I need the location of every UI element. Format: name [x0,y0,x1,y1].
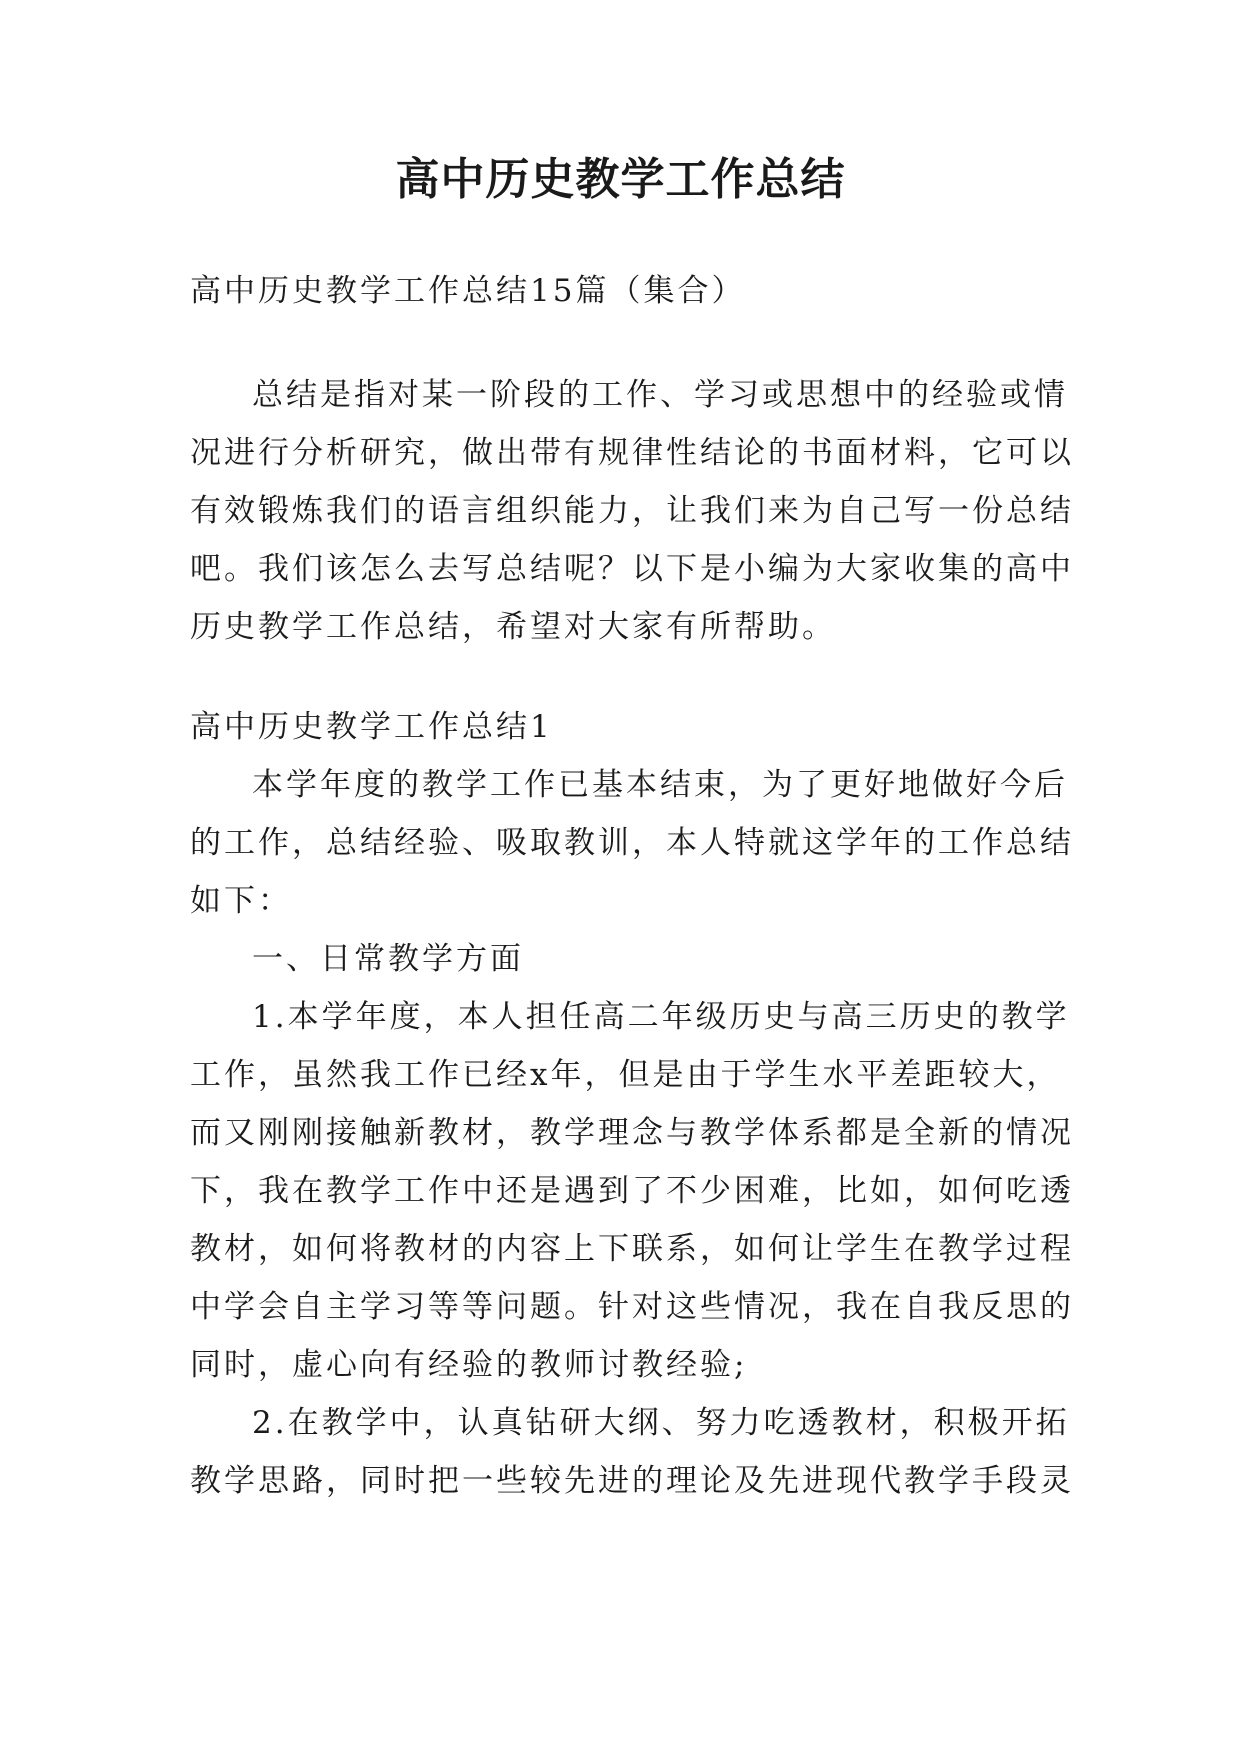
paragraph-line: 况进行分析研究，做出带有规律性结论的书面材料，它可以 [190,435,1074,471]
paragraph-line: 吧。我们该怎么去写总结呢？以下是小编为大家收集的高中 [190,551,1074,587]
list-item-2 [190,1394,1074,1510]
paragraph-line: 下，我在教学工作中还是遇到了不少困难，比如，如何吃透 [190,1173,1074,1209]
paragraph-line: 工作，虽然我工作已经x年，但是由于学生水平差距较大， [190,1057,1061,1093]
paragraph-line: 而又刚刚接触新教材，教学理念与教学体系都是全新的情况 [190,1115,1074,1151]
paragraph-line: 1.本学年度，本人担任高二年级历史与高三历史的教学 [252,999,1070,1035]
list-item-1 [190,988,1074,1394]
paragraph-line: 2.在教学中，认真钻研大纲、努力吃透教材，积极开拓 [252,1405,1070,1441]
paragraph-1 [190,756,1074,930]
paragraph-line: 教学思路，同时把一些较先进的理论及先进现代教学手段灵 [190,1463,1074,1499]
paragraph-line: 历史教学工作总结，希望对大家有所帮助。 [190,609,836,645]
section-heading: 高中历史教学工作总结1 [190,709,553,745]
paragraph-line: 如下： [190,883,292,919]
paragraph-line: 的工作，总结经验、吸取教训，本人特就这学年的工作总结 [190,825,1074,861]
paragraph-line: 同时，虚心向有经验的教师讨教经验; [190,1347,748,1383]
document-subtitle: 高中历史教学工作总结15篇（集合） [190,273,746,309]
paragraph-line: 总结是指对某一阶段的工作、学习或思想中的经验或情 [252,377,1068,413]
paragraph-line: 本学年度的教学工作已基本结束，为了更好地做好今后 [252,767,1068,803]
intro-paragraph [190,366,1074,656]
paragraph-line: 有效锻炼我们的语言组织能力，让我们来为自己写一份总结 [190,493,1074,529]
paragraph-line: 中学会自主学习等等问题。针对这些情况，我在自我反思的 [190,1289,1074,1325]
document-body [190,262,1074,1510]
document-title: 高中历史教学工作总结 [395,154,846,205]
paragraph-line: 教材，如何将教材的内容上下联系，如何让学生在教学过程 [190,1231,1074,1267]
subheading: 一、日常教学方面 [252,941,524,977]
